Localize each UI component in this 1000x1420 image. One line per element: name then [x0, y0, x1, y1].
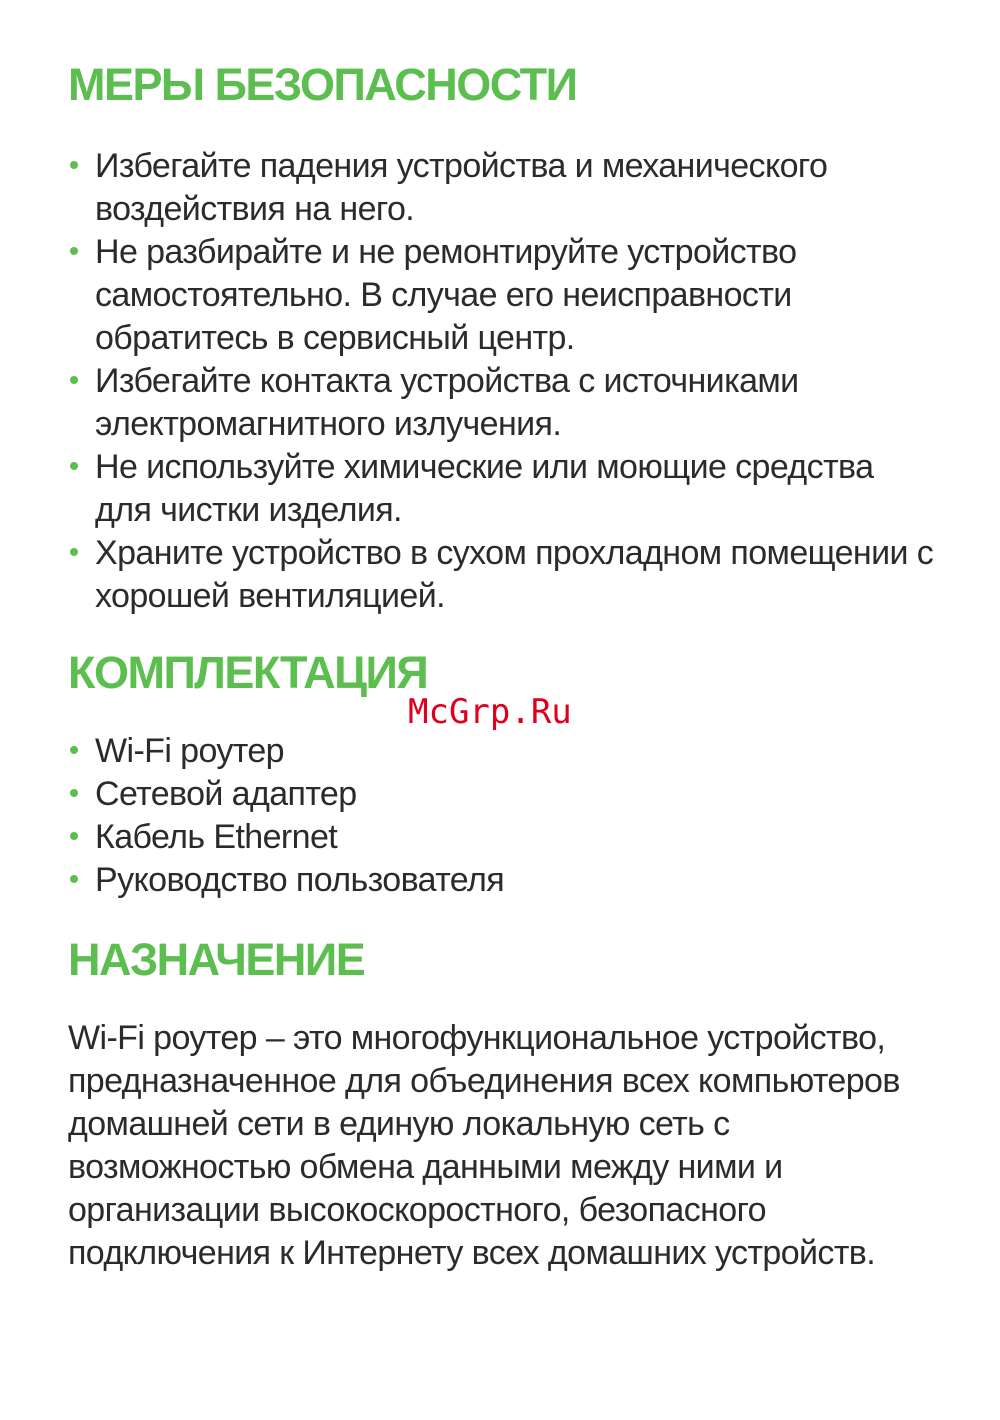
package-item-2: Сетевой адаптер [95, 775, 357, 813]
safety-item-2: Не разбирайте и не ремонтируйте устройство самостоятельно. В случае его неисправности обратитесь в сервисный центр. [95, 233, 797, 357]
list-item [68, 816, 938, 859]
package-list [68, 730, 938, 902]
safety-item-5: Храните устройство в сухом прохладном помещении с хорошей вентиляцией. [95, 534, 934, 615]
package-item-3: Кабель Ethernet [95, 818, 338, 856]
safety-heading: МЕРЫ БЕЗОПАСНОСТИ [68, 59, 577, 110]
list-item [68, 231, 938, 360]
bullet-icon [70, 161, 78, 169]
watermark-text: McGrp.Ru [408, 692, 572, 732]
list-item [68, 730, 938, 773]
list-item [68, 145, 938, 231]
bullet-icon [70, 875, 78, 883]
bullet-icon [70, 376, 78, 384]
bullet-icon [70, 832, 78, 840]
list-item [68, 859, 938, 902]
safety-item-3: Избегайте контакта устройства с источниками электромагнитного излучения. [95, 362, 799, 443]
package-item-1: Wi-Fi роутер [95, 732, 284, 770]
safety-item-1: Избегайте падения устройства и механического воздействия на него. [95, 147, 828, 228]
list-item [68, 532, 938, 618]
purpose-paragraph: Wi-Fi роутер – это многофункциональное устройство, предназначенное для объединения всех компьютеров домашней сети в единую локальную сеть с возможностью обмена данными между ними и организации высокоскоростного, безопасного подключения к Интернету всех домашних устройств. [68, 1019, 900, 1272]
list-item [68, 446, 938, 532]
bullet-icon [70, 548, 78, 556]
safety-item-4: Не используйте химические или моющие средства для чистки изделия. [95, 448, 874, 529]
package-heading: КОМПЛЕКТАЦИЯ [68, 647, 428, 698]
purpose-heading: НАЗНАЧЕНИЕ [68, 934, 365, 985]
bullet-icon [70, 746, 78, 754]
bullet-icon [70, 247, 78, 255]
bullet-icon [70, 462, 78, 470]
list-item [68, 773, 938, 816]
package-item-4: Руководство пользователя [95, 861, 505, 899]
safety-list [68, 145, 938, 618]
bullet-icon [70, 789, 78, 797]
list-item [68, 360, 938, 446]
